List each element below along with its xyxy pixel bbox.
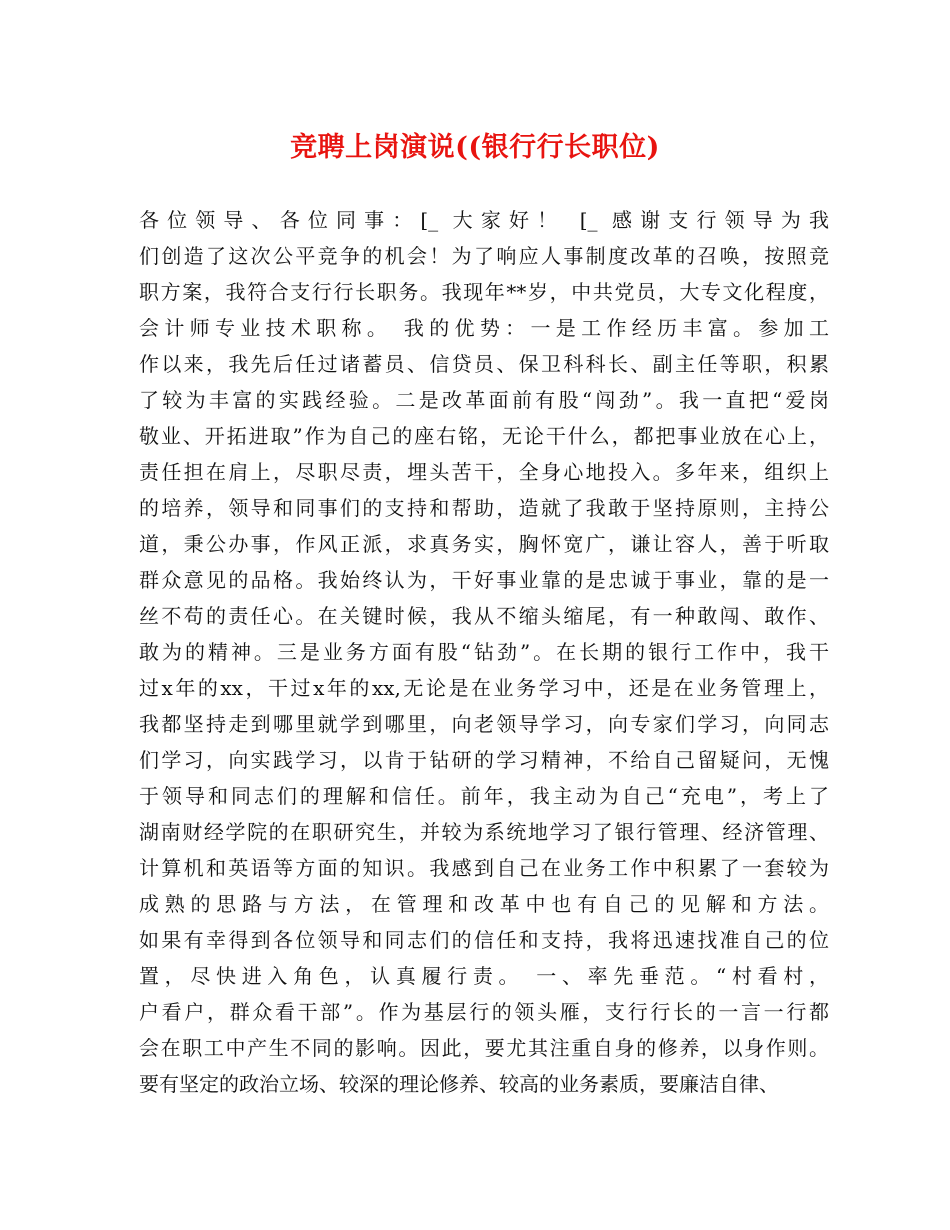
- body-line: 职方案，我符合支行行长职务。我现年**岁，中共党员，大专文化程度，: [139, 280, 829, 304]
- body-line: 敬业、开拓进取”作为自己的座右铭，无论干什么，都把事业放在心上，: [139, 424, 829, 448]
- body-line: 成熟的思路与方法，在管理和改革中也有自己的见解和方法。: [139, 892, 829, 916]
- body-line: 们创造了这次公平竞争的机会！为了响应人事制度改革的召唤，按照竞: [139, 244, 829, 268]
- body-line: 置，尽快进入角色，认真履行责。 一、率先垂范。“村看村，: [139, 964, 829, 988]
- body-line: 过x年的xx，干过x年的xx,无论是在业务学习中，还是在业务管理上，: [139, 676, 829, 700]
- body-line: 户看户，群众看干部”。作为基层行的领头雁，支行行长的一言一行都: [139, 1000, 829, 1024]
- body-line: 湖南财经学院的在职研究生，并较为系统地学习了银行管理、经济管理、: [139, 820, 829, 844]
- document-body: [139, 202, 829, 1102]
- body-line: 会计师专业技术职称。 我的优势：一是工作经历丰富。参加工: [139, 316, 829, 340]
- body-line: 道，秉公办事，作风正派，求真务实，胸怀宽广，谦让容人，善于听取: [139, 532, 829, 556]
- body-line: 丝不苟的责任心。在关键时候，我从不缩头缩尾，有一种敢闯、敢作、: [139, 604, 829, 628]
- body-line: 各位领导、各位同事：[_ 大家好！ [_ 感谢支行领导为我: [139, 208, 829, 232]
- document-title: 竞聘上岗演说((银行行长职位): [290, 132, 660, 163]
- body-line: 了较为丰富的实践经验。二是改革面前有股“闯劲”。我一直把“爱岗: [139, 388, 829, 412]
- body-line: 如果有幸得到各位领导和同志们的信任和支持，我将迅速找准自己的位: [139, 928, 829, 952]
- body-line: 会在职工中产生不同的影响。因此，要尤其注重自身的修养，以身作则。: [139, 1036, 829, 1060]
- body-line: 们学习，向实践学习，以肯于钻研的学习精神，不给自己留疑问，无愧: [139, 748, 829, 772]
- body-line: 要有坚定的政治立场、较深的理论修养、较高的业务素质，要廉洁自律、: [139, 1072, 779, 1096]
- body-line: 群众意见的品格。我始终认为，干好事业靠的是忠诚于事业，靠的是一: [139, 568, 829, 592]
- body-line: 敢为的精神。三是业务方面有股“钻劲”。在长期的银行工作中，我干: [139, 640, 829, 664]
- body-line: 的培养，领导和同事们的支持和帮助，造就了我敢于坚持原则，主持公: [139, 496, 829, 520]
- body-line: 责任担在肩上，尽职尽责，埋头苦干，全身心地投入。多年来，组织上: [139, 460, 829, 484]
- body-line: 于领导和同志们的理解和信任。前年，我主动为自己“充电”，考上了: [139, 784, 829, 808]
- body-line: 作以来，我先后任过诸蓄员、信贷员、保卫科科长、副主任等职，积累: [139, 352, 829, 376]
- body-line: 我都坚持走到哪里就学到哪里，向老领导学习，向专家们学习，向同志: [139, 712, 829, 736]
- body-line: 计算机和英语等方面的知识。我感到自己在业务工作中积累了一套较为: [139, 856, 829, 880]
